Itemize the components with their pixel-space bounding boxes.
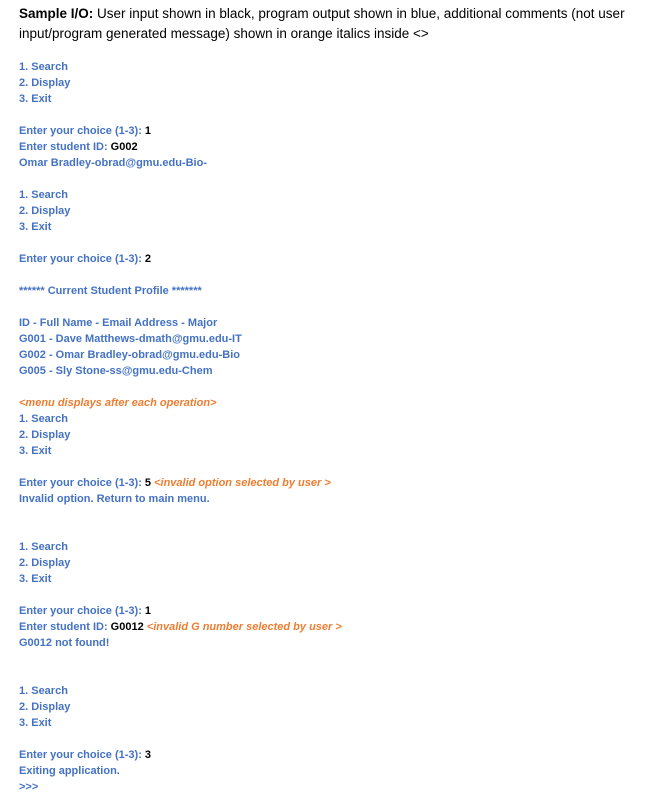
user-input: G0012 xyxy=(110,621,147,633)
comment-note: <menu displays after each operation> xyxy=(19,397,217,409)
transcript-line xyxy=(19,59,639,75)
blank-line xyxy=(19,459,639,475)
intro-text: User input shown in black, program output shown in blue, additional comments (not user input/program generated message) shown in orange italics inside <> xyxy=(19,6,625,41)
program-output: Enter your choice (1-3): xyxy=(19,477,145,489)
program-output: Invalid option. Return to main menu. xyxy=(19,493,210,505)
transcript-line xyxy=(19,155,639,171)
intro-label: Sample I/O: xyxy=(19,6,94,21)
transcript-line xyxy=(19,203,639,219)
transcript-line xyxy=(19,395,639,411)
transcript-line xyxy=(19,539,639,555)
program-output: 1. Search xyxy=(19,541,68,553)
program-output: 1. Search xyxy=(19,413,68,425)
transcript-line xyxy=(19,475,639,491)
transcript-line xyxy=(19,75,639,91)
program-output: 1. Search xyxy=(19,61,68,73)
user-input: G002 xyxy=(110,141,138,153)
blank-line xyxy=(19,523,639,539)
program-output: 3. Exit xyxy=(19,717,52,729)
blank-line xyxy=(19,507,639,523)
user-input: 3 xyxy=(144,749,152,761)
document xyxy=(19,4,639,795)
transcript-line xyxy=(19,283,639,299)
program-output: Enter your choice (1-3): xyxy=(19,253,145,265)
transcript-line xyxy=(19,683,639,699)
program-output: 2. Display xyxy=(19,77,71,89)
blank-line xyxy=(19,651,639,667)
transcript-line xyxy=(19,619,639,635)
program-output: Exiting application. xyxy=(19,765,120,777)
transcript-line xyxy=(19,491,639,507)
transcript-line xyxy=(19,331,639,347)
transcript-line xyxy=(19,315,639,331)
blank-line xyxy=(19,731,639,747)
program-output: G002 - Omar Bradley-obrad@gmu.edu-Bio xyxy=(19,349,240,361)
transcript-line xyxy=(19,363,639,379)
program-output: Enter student ID: xyxy=(19,141,111,153)
transcript-line xyxy=(19,139,639,155)
intro-paragraph xyxy=(19,4,639,44)
transcript-line xyxy=(19,187,639,203)
transcript-line xyxy=(19,123,639,139)
program-output: 2. Display xyxy=(19,429,71,441)
transcript-line xyxy=(19,443,639,459)
program-output: Omar Bradley-obrad@gmu.edu-Bio- xyxy=(19,157,207,169)
program-output: 3. Exit xyxy=(19,93,52,105)
comment-note: <invalid option selected by user > xyxy=(154,477,331,489)
blank-line xyxy=(19,171,639,187)
program-output: Enter your choice (1-3): xyxy=(19,605,145,617)
program-output: 3. Exit xyxy=(19,445,52,457)
user-input: 1 xyxy=(144,605,152,617)
program-output: Enter your choice (1-3): xyxy=(19,125,145,137)
program-output: Enter student ID: xyxy=(19,621,111,633)
blank-line xyxy=(19,299,639,315)
program-output: >>> xyxy=(19,781,39,793)
program-output: G0012 not found! xyxy=(19,637,110,649)
program-output: 1. Search xyxy=(19,189,68,201)
user-input: 5 xyxy=(144,477,155,489)
transcript-line xyxy=(19,555,639,571)
transcript-line xyxy=(19,219,639,235)
program-output: ID - Full Name - Email Address - Major xyxy=(19,317,218,329)
comment-note: <invalid G number selected by user > xyxy=(146,621,342,633)
program-output: 2. Display xyxy=(19,205,71,217)
transcript-line xyxy=(19,347,639,363)
transcript-line xyxy=(19,699,639,715)
program-output: G005 - Sly Stone-ss@gmu.edu-Chem xyxy=(19,365,213,377)
transcript-line xyxy=(19,747,639,763)
user-input: 1 xyxy=(144,125,152,137)
sample-transcript xyxy=(19,59,639,795)
transcript-line xyxy=(19,715,639,731)
program-output: ****** Current Student Profile ******* xyxy=(19,285,202,297)
user-input: 2 xyxy=(144,253,152,265)
program-output: 2. Display xyxy=(19,701,71,713)
transcript-line xyxy=(19,427,639,443)
transcript-line xyxy=(19,251,639,267)
transcript-line xyxy=(19,635,639,651)
transcript-line xyxy=(19,571,639,587)
blank-line xyxy=(19,587,639,603)
blank-line xyxy=(19,667,639,683)
program-output: G001 - Dave Matthews-dmath@gmu.edu-IT xyxy=(19,333,242,345)
program-output: 3. Exit xyxy=(19,573,52,585)
blank-line xyxy=(19,379,639,395)
transcript-line xyxy=(19,411,639,427)
program-output: Enter your choice (1-3): xyxy=(19,749,145,761)
transcript-line xyxy=(19,91,639,107)
transcript-line xyxy=(19,603,639,619)
transcript-line xyxy=(19,779,639,795)
program-output: 3. Exit xyxy=(19,221,52,233)
blank-line xyxy=(19,235,639,251)
program-output: 2. Display xyxy=(19,557,71,569)
blank-line xyxy=(19,107,639,123)
blank-line xyxy=(19,267,639,283)
program-output: 1. Search xyxy=(19,685,68,697)
transcript-line xyxy=(19,763,639,779)
